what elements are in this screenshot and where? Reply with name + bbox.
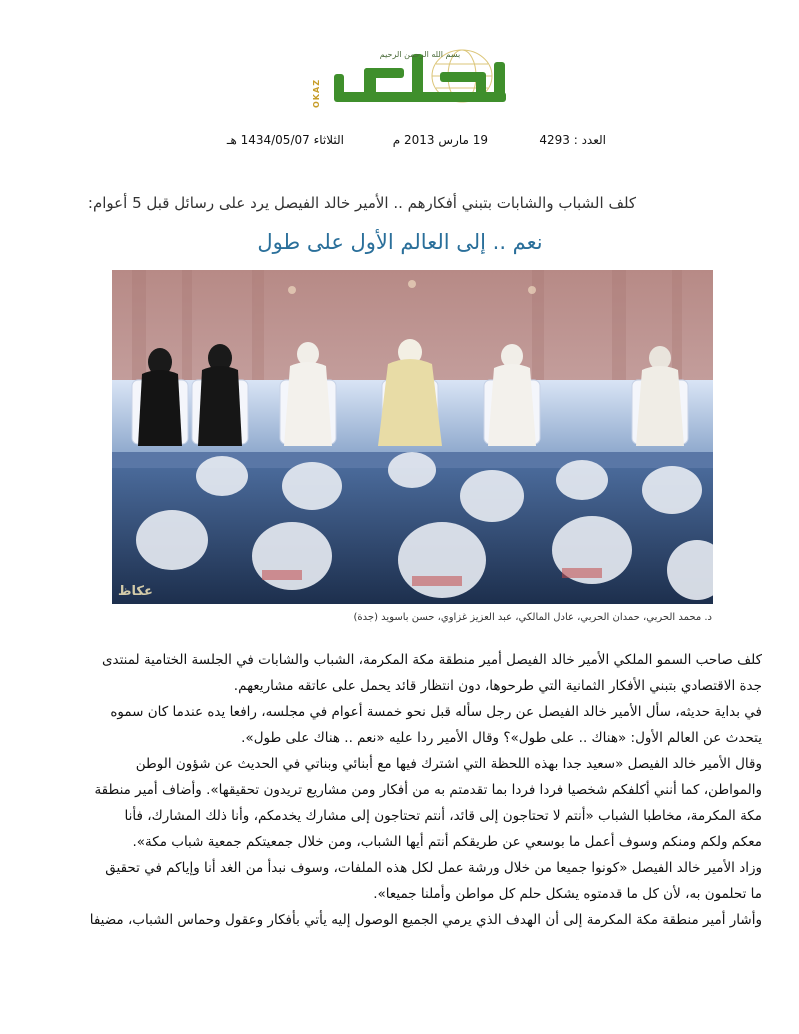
hijri-date: الثلاثاء 1434/05/07 هـ <box>226 133 344 147</box>
article-line: في بداية حديثه، سأل الأمير خالد الفيصل عن رجل سأله قبل نحو خمسة أعوام في مجلسه، رافعا يده عندما كان سموه <box>110 704 762 720</box>
article-line: ما تحلمون به، لأن كل ما قدمتوه يشكل حلم كل مواطن وأملنا جميعا». <box>373 886 762 902</box>
issue-info-row <box>200 133 606 151</box>
article-line: يتحدث عن العالم الأول: «هناك .. على طول»؟ وقال الأمير ردا عليه «نعم .. هناك على طول». <box>241 730 762 746</box>
issue-number: العدد : 4293 <box>539 133 606 147</box>
photo-caption: د. محمد الحربي، حمدان الحربي، عادل المالكي، عبد العزيز غزاوي، حسن باسويد (جدة) <box>353 612 712 623</box>
article-line: وقال الأمير خالد الفيصل «سعيد جدا بهذه اللحظة التي اشترك فيها مع أبنائي وبناتي في الحديث عن شؤون الوطن <box>135 756 762 772</box>
article-line: وأشار أمير منطقة مكة المكرمة إلى أن الهدف الذي يرمي الجميع الوصول إليه يأتي بأفكار وعقول وحماس الشباب، مضيفا <box>89 912 762 928</box>
article-line: كلف صاحب السمو الملكي الأمير خالد الفيصل أمير منطقة مكة المكرمة، الشباب والشابات في الجلسة الختامية لمنتدى <box>101 652 762 668</box>
logo-tagline: بسم الله الرحمن الرحيم <box>379 50 461 59</box>
article-kicker: كلف الشباب والشابات بتبني أفكارهم .. الأمير خالد الفيصل يرد على رسائل قبل 5 أعوام: <box>87 194 637 212</box>
article-line: جدة الاقتصادي بتبني الأفكار الثمانية التي طرحوها، دون انتظار قائد يحمل على عاتقه مشاريعهم. <box>233 678 762 694</box>
article-line: مكة المكرمة، مخاطبا الشباب «أنتم لا تحتاجون إلى قائد، أنتم تحتاجون إلى مشارك يخدمكم، وأنا ذلك المشارك، فأنا <box>124 808 762 824</box>
article-photo <box>112 270 713 604</box>
article-line: والمواطن، كما أنني أكلفكم شخصيا فردا فردا بما تقدمتم به من أفكار ومن مشاريع تريدون تحقيقها». وأضاف أمير منطقة <box>94 782 762 798</box>
logo-latin-text: OKAZ <box>312 79 321 108</box>
gregorian-date: 19 مارس 2013 م <box>392 133 488 147</box>
conference-stage-illustration <box>112 270 713 604</box>
article-headline: نعم .. إلى العالم الأول على طول <box>257 230 543 254</box>
article-line: معكم ولكم ومنكم وسوف أعمل ما بوسعي عن طريقكم أنتم أيها الشباب، ومن خلال جمعيتكم جمعية شباب مكة». <box>132 834 762 850</box>
article-body <box>74 647 762 933</box>
article-line: وزاد الأمير خالد الفيصل «كونوا جميعا من خلال ورشة عمل لكل هذه الملفات، وسوف نبدأ من الغد أنا وإياكم في تحقيق <box>105 860 762 876</box>
photo-watermark: عكاظ <box>118 584 153 599</box>
